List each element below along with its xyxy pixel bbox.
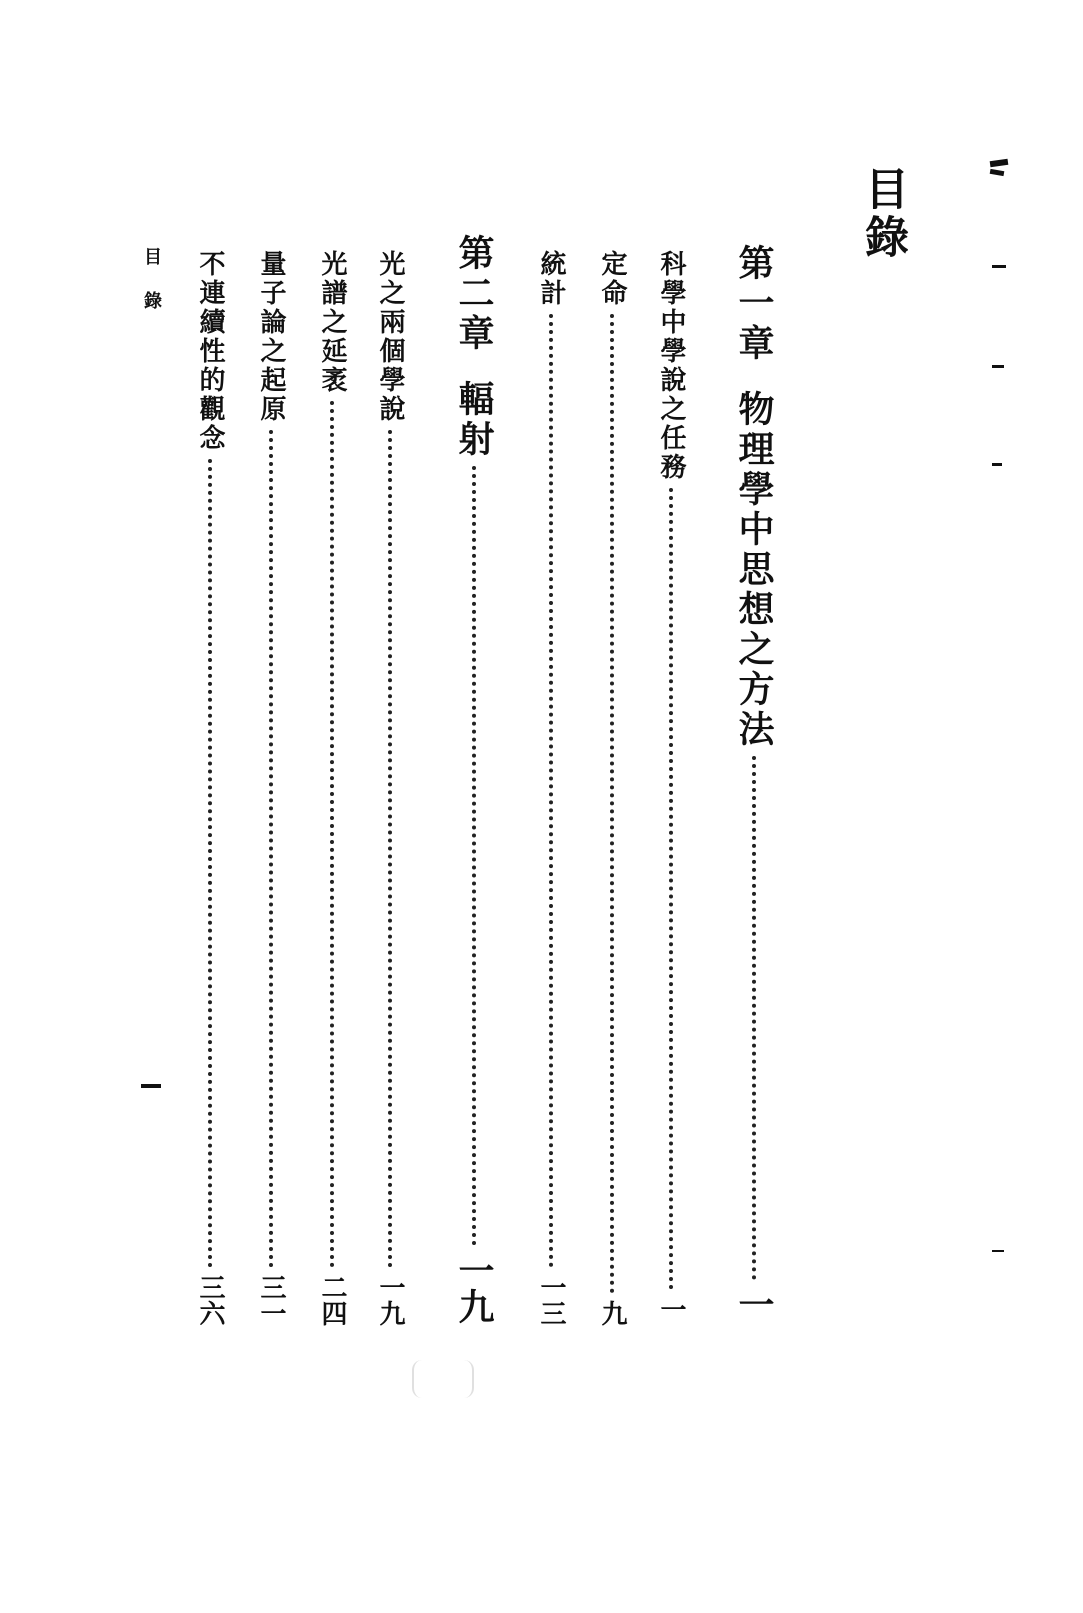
chapter-title: 物理學中思想之方法 bbox=[733, 390, 775, 750]
dot-leader bbox=[669, 488, 673, 1290]
entry-title: 定命 bbox=[597, 250, 627, 308]
chapter-title: 輻射 bbox=[453, 380, 495, 460]
edge-mark bbox=[992, 1250, 1004, 1252]
dot-leader bbox=[330, 401, 334, 1268]
chapter-heading bbox=[733, 244, 775, 750]
entry-title: 光譜之延袤 bbox=[317, 250, 347, 395]
page-number: 三六 bbox=[195, 1274, 225, 1326]
edge-mark bbox=[992, 265, 1006, 268]
dot-leader bbox=[269, 430, 273, 1268]
page-title: 目錄 bbox=[857, 166, 908, 262]
dot-leader bbox=[472, 466, 476, 1246]
edge-mark bbox=[992, 365, 1004, 368]
entry-title: 統計 bbox=[536, 250, 566, 308]
entry-title: 光之兩個學說 bbox=[375, 250, 405, 424]
toc-entry bbox=[255, 250, 287, 1326]
page-number: 一 bbox=[733, 1286, 775, 1322]
dot-leader bbox=[388, 430, 392, 1268]
toc-entry bbox=[374, 250, 406, 1326]
dot-leader bbox=[752, 756, 756, 1280]
page-number: 九 bbox=[597, 1300, 627, 1326]
page-number: 一九 bbox=[453, 1252, 495, 1324]
running-footer-label: 目錄 bbox=[141, 247, 162, 335]
dot-leader bbox=[549, 314, 553, 1268]
page-number: 二四 bbox=[317, 1274, 347, 1326]
entry-title: 科學中學說之任務 bbox=[656, 250, 686, 482]
edge-mark bbox=[990, 159, 1009, 167]
page-number: 一 bbox=[656, 1296, 686, 1322]
toc-chapter-2 bbox=[452, 234, 496, 1324]
dot-leader bbox=[208, 459, 212, 1268]
page-number: 一九 bbox=[375, 1274, 405, 1326]
toc-entry bbox=[596, 250, 628, 1326]
chapter-number: 第二章 bbox=[453, 234, 495, 354]
folio-number bbox=[141, 1084, 161, 1088]
toc-entry bbox=[316, 250, 348, 1326]
edge-mark bbox=[992, 463, 1002, 466]
toc-entry bbox=[655, 250, 687, 1322]
entry-title: 量子論之起原 bbox=[256, 250, 286, 424]
edge-mark bbox=[990, 169, 1005, 176]
chapter-heading bbox=[453, 234, 495, 460]
page-number: 一三 bbox=[536, 1274, 566, 1326]
toc-entry bbox=[194, 250, 226, 1326]
bleed-through-stamp bbox=[412, 1360, 474, 1398]
toc-entry bbox=[535, 250, 567, 1326]
dot-leader bbox=[610, 314, 614, 1294]
chapter-number: 第一章 bbox=[733, 244, 775, 364]
toc-chapter-1 bbox=[732, 244, 776, 1322]
page-number: 三一 bbox=[256, 1274, 286, 1326]
entry-title: 不連續性的觀念 bbox=[195, 250, 225, 453]
